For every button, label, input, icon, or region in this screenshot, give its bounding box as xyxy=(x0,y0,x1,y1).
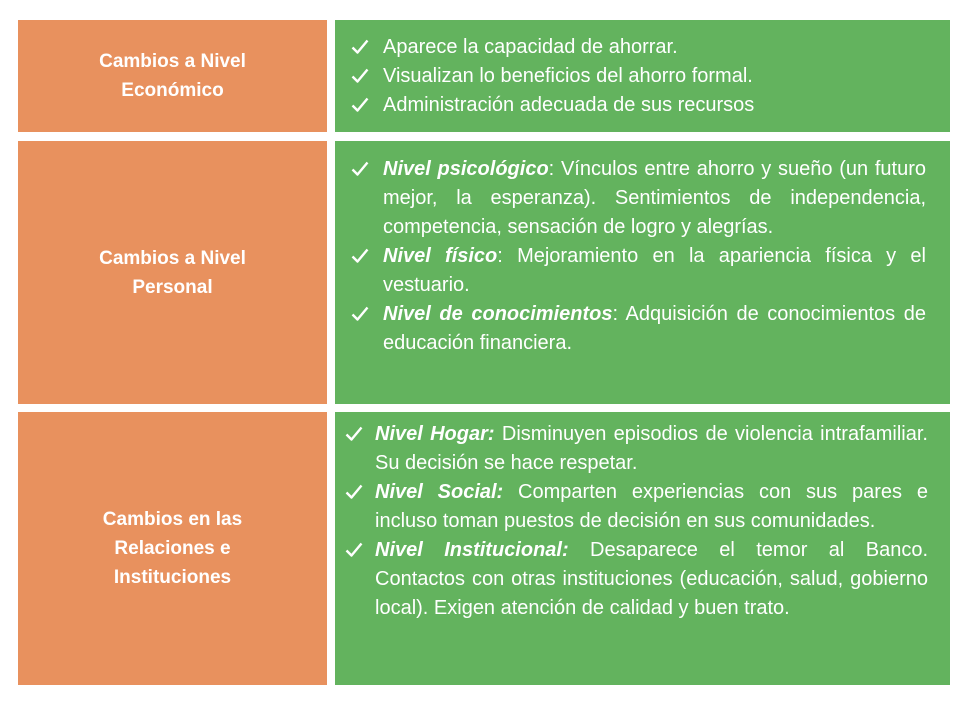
category-cell xyxy=(18,20,327,132)
list-item xyxy=(345,478,928,536)
list-item xyxy=(345,420,928,478)
item-keyword: Nivel Social: xyxy=(375,481,504,503)
category-label: Cambios en las Relaciones e Instituciones xyxy=(102,509,243,588)
list-item xyxy=(345,300,926,358)
content-cell xyxy=(335,141,950,404)
bullet-list xyxy=(345,155,926,358)
item-keyword: Nivel Institucional: xyxy=(375,539,569,561)
item-text: Comparten experiencias con sus pares e incluso toman puestos de decisión en sus comunidades. xyxy=(375,481,928,532)
check-icon xyxy=(351,62,371,91)
list-item xyxy=(345,242,926,300)
item-keyword: Nivel de conocimientos xyxy=(383,303,613,325)
check-icon xyxy=(351,33,371,62)
item-keyword: Nivel físico xyxy=(383,245,498,267)
list-item xyxy=(345,536,928,623)
item-text: : Mejoramiento en la apariencia física y el vestuario. xyxy=(383,245,926,296)
check-icon xyxy=(351,155,371,184)
item-keyword: Nivel psicológico xyxy=(383,158,549,180)
list-item xyxy=(345,62,926,91)
item-text: Visualizan lo beneficios del ahorro formal. xyxy=(383,65,753,87)
bullet-list xyxy=(345,33,926,120)
list-item xyxy=(345,91,926,120)
check-icon xyxy=(351,300,371,329)
item-text: : Vínculos entre ahorro y sueño (un futuro mejor, la esperanza). Sentimientos de independencia, competencia, sensación de logro y alegrías. xyxy=(383,158,927,238)
item-keyword: Nivel Hogar: xyxy=(375,423,495,445)
row-economico xyxy=(18,20,950,132)
list-item xyxy=(345,33,926,62)
category-cell xyxy=(18,141,327,404)
item-text: Disminuyen episodios de violencia intrafamiliar. Su decisión se hace respetar. xyxy=(375,423,928,474)
item-text: Aparece la capacidad de ahorrar. xyxy=(383,36,678,58)
category-label: Cambios a Nivel Económico xyxy=(99,51,246,101)
check-icon xyxy=(345,536,365,565)
category-cell xyxy=(18,412,327,685)
bullet-list xyxy=(345,420,928,623)
check-icon xyxy=(345,478,365,507)
content-cell xyxy=(335,20,950,132)
item-text: Administración adecuada de sus recursos xyxy=(383,94,755,116)
list-item xyxy=(345,155,926,242)
row-relaciones xyxy=(18,412,950,685)
check-icon xyxy=(345,420,365,449)
item-text: : Adquisición de conocimientos de educación financiera. xyxy=(383,303,926,354)
item-text: Desaparece el temor al Banco. Contactos con otras instituciones (educación, salud, gobierno local). Exigen atención de calidad y buen trato. xyxy=(375,539,928,619)
row-personal xyxy=(18,141,950,404)
check-icon xyxy=(351,242,371,271)
category-label: Cambios a Nivel Personal xyxy=(99,247,246,298)
check-icon xyxy=(351,91,371,120)
content-cell xyxy=(335,412,950,685)
